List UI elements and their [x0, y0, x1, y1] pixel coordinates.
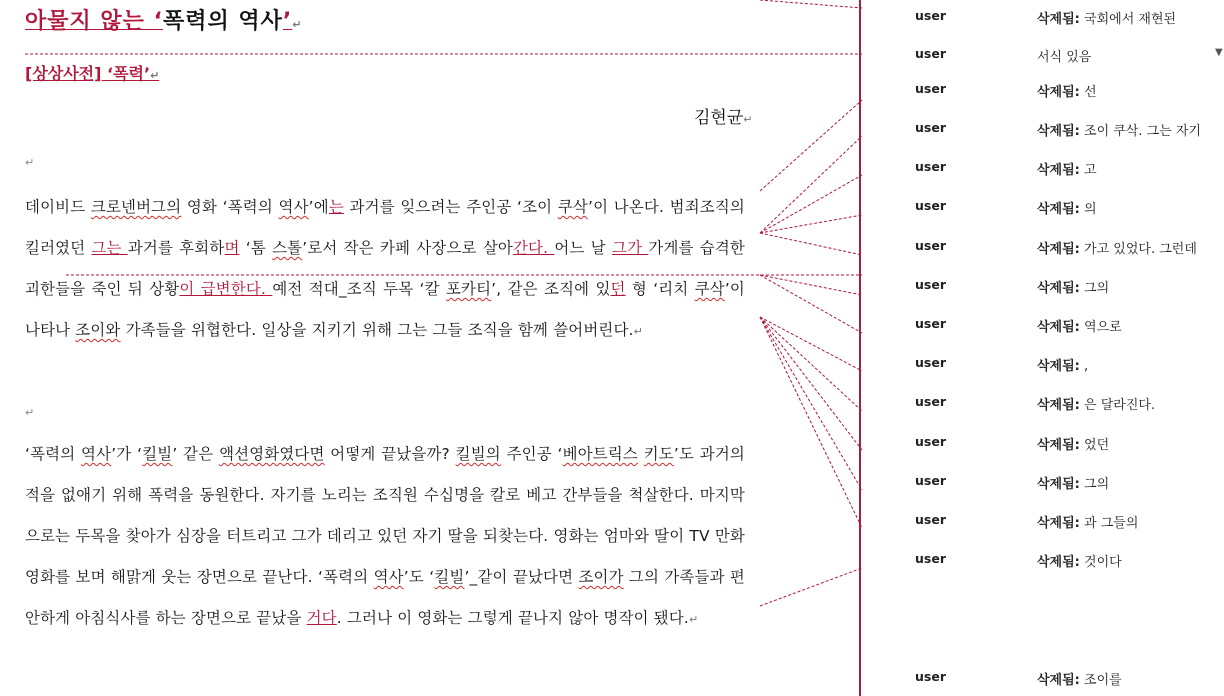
paragraph-mark: ↵ — [150, 69, 160, 82]
revision-author: user — [915, 551, 946, 566]
title-prefix: 아물지 않는 — [25, 9, 154, 34]
revision-content: 역으로 — [1084, 320, 1122, 335]
subtitle-text: [상상사전] ‘폭력’ — [25, 64, 151, 83]
revision-type-label: 삭제됨: — [1037, 242, 1080, 257]
revision-balloon[interactable] — [862, 355, 1224, 375]
body-text: ’이 나타나 — [25, 280, 745, 339]
revision-balloon[interactable] — [862, 120, 1224, 140]
revision-type-label: 삭제됨: — [1037, 281, 1080, 296]
spellcheck-word[interactable]: 킬빌 — [434, 568, 465, 586]
empty-paragraph: ↵ — [25, 406, 35, 419]
revision-author: user — [915, 46, 946, 61]
revision-author: user — [915, 81, 946, 96]
revision-text — [1037, 316, 1122, 335]
spellcheck-word[interactable]: 크로넨버그의 — [90, 198, 182, 216]
revision-content: 서식 있음 — [1037, 50, 1092, 65]
connector-line — [760, 317, 862, 411]
revision-type-label: 삭제됨: — [1037, 124, 1080, 139]
revision-author: user — [915, 120, 946, 135]
revision-content: 었던 — [1084, 438, 1110, 453]
connector-line — [760, 568, 862, 606]
spellcheck-word[interactable]: 킬빌의 — [455, 445, 501, 463]
revision-balloon[interactable] — [862, 46, 1224, 66]
tracked-insertion: 던 — [610, 280, 626, 298]
revision-type-label: 삭제됨: — [1037, 163, 1080, 178]
markup-pane-border — [859, 0, 861, 696]
revision-type-label: 삭제됨: — [1037, 516, 1080, 531]
revision-balloon[interactable] — [862, 473, 1224, 493]
revision-author: user — [915, 434, 946, 449]
body-text: 과거를 잊으려는 주인공 ‘조이 — [343, 198, 558, 216]
spellcheck-word[interactable]: 스톨 — [272, 239, 303, 257]
connector-line — [760, 136, 862, 233]
revision-balloon[interactable] — [862, 159, 1224, 179]
body-text: ’도 ‘ — [403, 568, 435, 586]
body-text: 어느 날 — [554, 239, 613, 257]
spellcheck-word[interactable]: 키도 — [643, 445, 674, 463]
revision-type-label: 삭제됨: — [1037, 320, 1080, 335]
spellcheck-word[interactable]: 포카티 — [445, 280, 492, 298]
body-text: 과거를 후회하 — [127, 239, 225, 257]
revision-content: 고 — [1084, 163, 1097, 178]
body-text: 그의 가족들과 편안하게 아침식사를 하는 장면으로 끝났을 — [25, 568, 745, 627]
tracked-insertion: 거다 — [306, 609, 337, 627]
title-inserted-end-quote: ’ — [282, 9, 293, 34]
revision-content: 조이 쿠삭. 그는 자기 — [1084, 124, 1202, 139]
tracked-insertion: 이 급변한다. — [179, 280, 273, 298]
paragraph-mark: ↵ — [292, 18, 303, 31]
revision-author: user — [915, 394, 946, 409]
spellcheck-word[interactable]: 역사 — [81, 445, 112, 463]
revision-text — [1037, 473, 1109, 492]
spellcheck-word[interactable]: 조이와 — [75, 321, 121, 339]
body-text: ’, 같은 조직에 있 — [491, 280, 611, 298]
revision-author: user — [915, 159, 946, 174]
spellcheck-word[interactable]: 킬빌 — [142, 445, 173, 463]
connector-line — [760, 317, 862, 528]
revision-content: 조이를 — [1084, 673, 1122, 688]
revision-text — [1037, 81, 1097, 100]
tracked-insertion: 는 — [328, 198, 344, 216]
body-text: ’_같이 끝났다면 — [464, 568, 579, 586]
body-text: 영화 ‘폭력의 — [181, 198, 279, 216]
revision-author: user — [915, 277, 946, 292]
revision-type-label: 삭제됨: — [1037, 12, 1080, 27]
revision-content: 의 — [1084, 202, 1097, 217]
body-text: ’가 ‘ — [111, 445, 143, 463]
revision-content: 은 달라진다. — [1084, 398, 1156, 413]
revision-balloon[interactable] — [862, 198, 1224, 218]
revision-author: user — [915, 8, 946, 23]
revision-balloon[interactable] — [862, 81, 1224, 101]
revision-content: 그의 — [1084, 281, 1110, 296]
body-text: ’로서 작은 카페 사장으로 살아 — [302, 239, 513, 257]
revision-type-label: 삭제됨: — [1037, 477, 1080, 492]
tracked-insertion: 간다. — [512, 239, 555, 257]
revision-author: user — [915, 355, 946, 370]
revision-content: 것이다 — [1084, 555, 1122, 570]
connector-line — [760, 100, 862, 191]
connector-line — [760, 0, 862, 8]
body-text: ’도 과거의 적을 없애기 위해 폭력을 동원한다. 자기를 노리는 조직원 수십명을 칼로 베고 간부들을 척살한다. 마지막으로는 두목을 찾아가 심장을 터트리고 그가 데리고 있던 자기 딸을 되찾는다. 영화는 엄마와 딸이 TV 만화영화를 보며 해맑게 웃는 장면으로 끝난다. ‘폭력의 — [25, 445, 745, 586]
spellcheck-word[interactable]: 역사 — [373, 568, 404, 586]
paragraph-mark: ↵ — [633, 325, 644, 338]
revision-author: user — [915, 198, 946, 213]
revision-type-label: 삭제됨: — [1037, 438, 1080, 453]
revision-type-label: 삭제됨: — [1037, 673, 1080, 688]
spellcheck-word[interactable]: 액션영화였다면 — [219, 445, 325, 463]
body-text: ‘톰 — [239, 239, 273, 257]
body-text: 데이비드 — [25, 198, 91, 216]
spellcheck-word[interactable]: 역사 — [278, 198, 309, 216]
revision-author: user — [915, 669, 946, 684]
revision-content: 그의 — [1084, 477, 1110, 492]
revision-balloon[interactable] — [862, 8, 1224, 28]
spellcheck-word[interactable]: 쿠삭 — [694, 280, 725, 298]
revision-author: user — [915, 316, 946, 331]
spellcheck-word[interactable]: 베아트릭스 — [562, 445, 638, 463]
revision-balloon[interactable] — [862, 512, 1224, 532]
empty-paragraph: ↵ — [25, 156, 35, 169]
connector-line — [760, 233, 862, 255]
revision-text — [1037, 512, 1138, 531]
revision-text — [1037, 46, 1091, 65]
revision-text — [1037, 669, 1122, 688]
revision-text — [1037, 159, 1097, 178]
revision-text — [1037, 355, 1088, 374]
revision-author: user — [915, 473, 946, 488]
tracked-insertion: 며 — [224, 239, 240, 257]
title-inserted-quote: ‘ — [153, 9, 163, 34]
revision-balloon[interactable] — [862, 669, 1224, 689]
connector-line — [760, 317, 862, 490]
revision-content: 국회에서 재현된 — [1084, 12, 1177, 27]
revision-text — [1037, 8, 1176, 27]
revision-text — [1037, 238, 1197, 257]
revision-type-label: 삭제됨: — [1037, 359, 1080, 374]
body-text: ’ 같은 — [172, 445, 220, 463]
author-text: 김현균 — [694, 108, 744, 128]
revision-balloon[interactable] — [862, 238, 1224, 258]
revision-balloon[interactable] — [862, 434, 1224, 454]
body-text: ’이 나온다. 범죄조직의 킬러였던 — [25, 198, 745, 257]
revision-content: 가고 있었다. 그런데 — [1084, 242, 1197, 257]
revision-balloon[interactable] — [862, 316, 1224, 336]
revision-balloon[interactable] — [862, 551, 1224, 571]
revision-author: user — [915, 512, 946, 527]
revision-type-label: 삭제됨: — [1037, 555, 1080, 570]
connector-line — [760, 317, 862, 450]
revision-content: 선 — [1084, 85, 1097, 100]
body-text: . 그러나 이 영화는 그렇게 끝나지 않아 명작이 됐다. — [336, 609, 690, 627]
paragraph-mark: ↵ — [689, 613, 699, 626]
revision-type-label: 삭제됨: — [1037, 398, 1080, 413]
body-text: ’에 — [308, 198, 329, 216]
revision-text — [1037, 277, 1109, 296]
revision-balloon[interactable] — [862, 394, 1224, 414]
paragraph-mark: ↵ — [743, 113, 753, 126]
revision-text — [1037, 198, 1097, 217]
connector-line — [760, 317, 862, 371]
spellcheck-word[interactable]: 쿠삭 — [557, 198, 588, 216]
revision-balloon[interactable] — [862, 277, 1224, 297]
tracked-insertion: 그가 — [612, 239, 649, 257]
body-text: ‘폭력의 — [25, 445, 82, 463]
body-text: 어떻게 끝났을까? — [324, 445, 456, 463]
chevron-down-icon[interactable]: ▼ — [1215, 47, 1223, 58]
body-text: 가족들을 위협한다. 일상을 지키기 위해 그는 그들 조직을 함께 쓸어버린다. — [120, 321, 634, 339]
connector-line — [760, 275, 862, 295]
spellcheck-word[interactable]: 조이가 — [578, 568, 624, 586]
revision-author: user — [915, 238, 946, 253]
title-main: 폭력의 역사 — [162, 9, 283, 34]
body-text: 주인공 ‘ — [500, 445, 563, 463]
revision-text — [1037, 394, 1155, 413]
body-text: 예전 적대_조직 두목 ‘칼 — [272, 280, 446, 298]
revision-text — [1037, 551, 1122, 570]
revision-text — [1037, 120, 1201, 139]
body-text: 형 ‘리치 — [625, 280, 695, 298]
connector-line — [760, 275, 862, 333]
tracked-insertion: 그는 — [91, 239, 128, 257]
revision-type-label: 삭제됨: — [1037, 85, 1080, 100]
body-text: 가게를 습격한 괴한들을 죽인 뒤 상황 — [25, 239, 745, 298]
revision-content: 과 그들의 — [1084, 516, 1139, 531]
revision-type-label: 삭제됨: — [1037, 202, 1080, 217]
revision-text — [1037, 434, 1109, 453]
revision-content: , — [1084, 359, 1089, 374]
